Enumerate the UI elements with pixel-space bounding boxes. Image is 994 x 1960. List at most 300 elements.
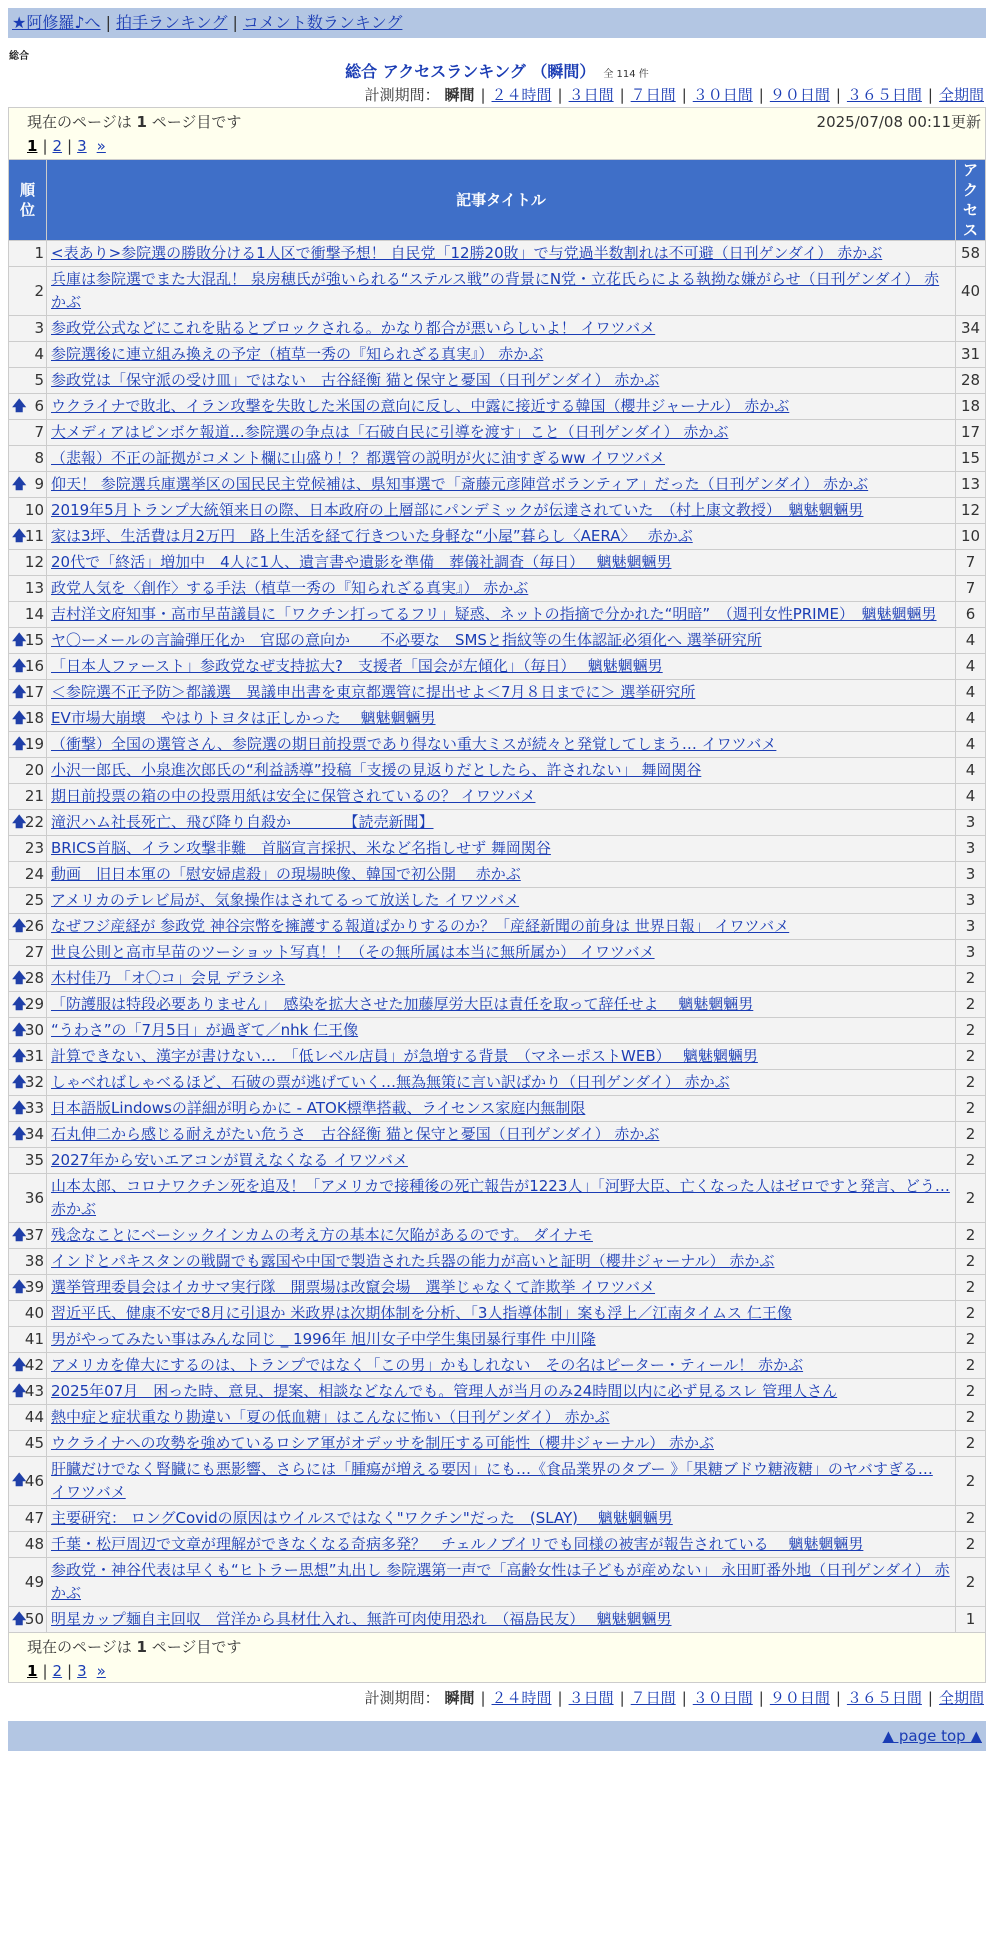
article-link[interactable]: 参政党公式などにこれを貼るとブロックされる。かなり都合が悪いらしいよ！ イワツバメ: [51, 319, 656, 337]
title-cell: [47, 1096, 956, 1122]
title-cell: [47, 966, 956, 992]
rank-cell: [9, 1532, 47, 1558]
separator: |: [42, 1662, 48, 1680]
access-count: 2: [956, 1301, 986, 1327]
pager-page-link[interactable]: 3: [77, 1662, 87, 1680]
separator: |: [557, 86, 563, 104]
rank-up-arrow-icon: 🡅: [12, 1279, 27, 1295]
access-count: 10: [956, 524, 986, 550]
table-row: [9, 628, 986, 654]
title-cell: [47, 810, 956, 836]
title-cell: [47, 1379, 956, 1405]
page-title: [8, 61, 986, 83]
access-count: 4: [956, 706, 986, 732]
rank-cell: [9, 680, 47, 706]
separator: |: [927, 1689, 933, 1707]
rank-number: 22: [24, 813, 44, 831]
rank-up-arrow-icon: 🡅: [12, 632, 27, 648]
pager-page-link[interactable]: 2: [52, 137, 63, 155]
pager-next-link[interactable]: »: [96, 137, 106, 155]
table-row: [9, 1607, 986, 1633]
access-count: 2: [956, 1327, 986, 1353]
rank-cell: [9, 862, 47, 888]
title-cell: [47, 1122, 956, 1148]
rank-cell: [9, 1096, 47, 1122]
article-link[interactable]: 2027年から安いエアコンが買えなくなる イワツバメ: [51, 1151, 408, 1169]
rank-number: 13: [24, 579, 44, 597]
table-row: [9, 368, 986, 394]
rank-number: 45: [24, 1434, 44, 1452]
rank-cell: [9, 342, 47, 368]
separator: |: [927, 86, 933, 104]
article-link[interactable]: 石丸伸二から感じる耐えがたい危うさ 古谷経衡 猫と保守と憂国（日刊ゲンダイ） 赤かぶ: [51, 1125, 660, 1143]
access-count: 2: [956, 1070, 986, 1096]
title-cell: [47, 940, 956, 966]
article-link[interactable]: 参院選後に連立組み換えの予定（植草一秀の『知られざる真実』） 赤かぶ: [51, 345, 544, 363]
article-link[interactable]: 20代で「終活」増加中 4人に1人、遺言書や遺影を準備 葬儀社調査（毎日） 魑魅魍魎男: [51, 553, 672, 571]
title-cell: [47, 992, 956, 1018]
table-row: [9, 576, 986, 602]
article-link[interactable]: 家は3坪、生活費は月2万円 路上生活を経て行きついた身軽な“小屋”暮らし〈AERA〉 赤かぶ: [51, 527, 693, 545]
rank-number: 18: [24, 709, 44, 727]
rank-cell: [9, 1457, 47, 1506]
access-count: 58: [956, 241, 986, 267]
table-row: [9, 446, 986, 472]
access-count: 2: [956, 1096, 986, 1122]
access-count: 6: [956, 602, 986, 628]
access-count: 31: [956, 342, 986, 368]
table-row: [9, 1044, 986, 1070]
article-link[interactable]: 熱中症と症状重なり勘違い「夏の低血糖」はこんなに怖い（日刊ゲンダイ） 赤かぶ: [51, 1408, 610, 1426]
title-cell: [47, 241, 956, 267]
article-link[interactable]: EV市場大崩壊 やはりトヨタは正しかった 魑魅魍魎男: [51, 709, 436, 727]
title-cell: [47, 472, 956, 498]
page-info: [8, 107, 986, 159]
title-cell: [47, 1327, 956, 1353]
title-cell: [47, 1457, 956, 1506]
table-row: [9, 758, 986, 784]
rank-up-arrow-icon: 🡅: [12, 814, 27, 830]
table-row: [9, 420, 986, 446]
rank-number: 16: [24, 657, 44, 675]
rank-up-arrow-icon: 🡅: [12, 918, 27, 934]
access-count: 17: [956, 420, 986, 446]
rank-number: 47: [24, 1509, 44, 1527]
updated-timestamp: 2025/07/08 00:11更新: [816, 113, 981, 131]
table-row: [9, 914, 986, 940]
access-count: 4: [956, 758, 986, 784]
title-cell: [47, 784, 956, 810]
rank-cell: [9, 1223, 47, 1249]
period-current: 瞬間: [444, 1689, 475, 1707]
table-row: [9, 342, 986, 368]
access-count: 34: [956, 316, 986, 342]
article-link[interactable]: 主要研究： ロングCovidの原因はウイルスではなく"ワクチン"だった (SLAY) 魑魅魍魎男: [51, 1509, 673, 1527]
separator: |: [619, 1689, 625, 1707]
article-link[interactable]: ヤ〇ーメールの言論弾圧化か 官邸の意向か 不必要な SMSと指紋等の生体認証必須化へ 選挙研究所: [51, 631, 762, 649]
separator: |: [835, 86, 841, 104]
title-cell: [47, 1249, 956, 1275]
rank-cell: [9, 1379, 47, 1405]
rank-number: 10: [24, 501, 44, 519]
article-link[interactable]: 肝臓だけでなく腎臓にも悪影響、さらには「腫瘍が増える要因」にも…《食品業界のタブー 》「果糖ブドウ糖液糖」のヤバすぎる… イワツバメ: [51, 1460, 933, 1501]
article-link[interactable]: 政党人気を〈創作〉する手法（植草一秀の『知られざる真実』） 赤かぶ: [51, 579, 529, 597]
title-cell: [47, 758, 956, 784]
bottom-period-link[interactable]: ２４時間: [491, 1689, 552, 1707]
rank-number: 44: [24, 1408, 44, 1426]
rank-number: 8: [34, 449, 44, 467]
rank-number: 11: [24, 527, 44, 545]
pager-page-link[interactable]: 2: [52, 1662, 63, 1680]
comment-ranking-link[interactable]: コメント数ランキング: [242, 13, 403, 32]
title-cell: [47, 1148, 956, 1174]
article-link[interactable]: （衝撃）全国の選管さん、参院選の期日前投票であり得ない重大ミスが続々と発覚してしまう… イワツバメ: [51, 735, 777, 753]
rank-cell: [9, 628, 47, 654]
article-link[interactable]: “うわさ”の「7月5日」が過ぎて／nhk 仁王像: [51, 1021, 359, 1039]
separator: |: [619, 86, 625, 104]
current-page-text: 現在のページは 1 ページ目です: [27, 113, 242, 131]
article-link[interactable]: 明星カップ麺自主回収 営洋から具材仕入れ、無許可肉使用恐れ （福島民友） 魑魅魍魎男: [51, 1610, 672, 1628]
table-row: [9, 1558, 986, 1607]
table-row: [9, 784, 986, 810]
title-cell: [47, 1223, 956, 1249]
rank-up-arrow-icon: 🡅: [12, 1227, 27, 1243]
rank-up-arrow-icon: 🡅: [12, 1126, 27, 1142]
rank-cell: [9, 1122, 47, 1148]
rank-up-arrow-icon: 🡅: [12, 996, 27, 1012]
top-period-link[interactable]: ９０日間: [769, 86, 830, 104]
title-cell: [47, 420, 956, 446]
access-count: 2: [956, 1353, 986, 1379]
top-period-link[interactable]: ３日間: [568, 86, 614, 104]
table-row: [9, 316, 986, 342]
title-cell: [47, 1018, 956, 1044]
title-cell: [47, 1070, 956, 1096]
rank-cell: [9, 1301, 47, 1327]
rank-cell: [9, 420, 47, 446]
article-link[interactable]: 選挙管理委員会はイカサマ実行隊 開票場は改竄会場 選挙じゃなくて詐欺挙 イワツバメ: [51, 1278, 656, 1296]
rank-number: 9: [34, 475, 44, 493]
rank-number: 20: [24, 761, 44, 779]
top-nav: ★阿修羅♪へ | 拍手ランキング | コメント数ランキング: [8, 8, 986, 38]
table-row: [9, 1275, 986, 1301]
access-count: 4: [956, 680, 986, 706]
table-row: [9, 1431, 986, 1457]
table-row: [9, 1301, 986, 1327]
rank-cell: [9, 550, 47, 576]
rank-cell: [9, 316, 47, 342]
title-cell: [47, 836, 956, 862]
rank-cell: [9, 1431, 47, 1457]
rank-cell: [9, 888, 47, 914]
rank-cell: [9, 784, 47, 810]
article-link[interactable]: 山本太郎、コロナワクチン死を追及！「アメリカで接種後の死亡報告が1223人」「河野大臣、亡くなった人はゼロですと発言、どう… 赤かぶ: [51, 1177, 950, 1218]
rank-number: 5: [34, 371, 44, 389]
table-row: [9, 1327, 986, 1353]
applause-ranking-link[interactable]: 拍手ランキング: [115, 13, 228, 32]
pager-next-link[interactable]: »: [96, 1662, 106, 1680]
rank-number: 37: [24, 1226, 44, 1244]
rank-number: 34: [24, 1125, 44, 1143]
title-cell: [47, 316, 956, 342]
rank-cell: [9, 1353, 47, 1379]
title-cell: [47, 602, 956, 628]
access-count: 13: [956, 472, 986, 498]
top-period-link[interactable]: ３０日間: [692, 86, 753, 104]
article-link[interactable]: ウクライナで敗北、イラン攻撃を失敗した米国の意向に反し、中露に接近する韓国（櫻井ジャーナル） 赤かぶ: [51, 397, 790, 415]
bottom-period-link[interactable]: ９０日間: [769, 1689, 830, 1707]
access-count: 2: [956, 1431, 986, 1457]
article-link[interactable]: 日本語版Lindowsの詳細が明らかに - ATOK標準搭載、ライセンス家庭内無制限: [51, 1099, 586, 1117]
pager: [27, 134, 981, 158]
rank-number: 41: [24, 1330, 44, 1348]
rank-cell: [9, 654, 47, 680]
rank-cell: [9, 1148, 47, 1174]
title-cell: [47, 1607, 956, 1633]
top-period-link[interactable]: 全期間: [938, 86, 984, 104]
rank-number: 43: [24, 1382, 44, 1400]
article-link[interactable]: 計算できない、漢字が書けない… 「低レベル店員」が急増する背景 （マネーポストWEB） 魑魅魍魎男: [51, 1047, 758, 1065]
access-count: 4: [956, 784, 986, 810]
rank-cell: [9, 706, 47, 732]
rank-cell: [9, 524, 47, 550]
rank-number: 6: [34, 397, 44, 415]
article-link[interactable]: アメリカのテレビ局が、気象操作はされてるって放送した イワツバメ: [51, 891, 520, 909]
rank-up-arrow-icon: 🡅: [12, 1048, 27, 1064]
rank-cell: [9, 241, 47, 267]
article-link[interactable]: ウクライナへの攻勢を強めているロシア軍がオデッサを制圧する可能性（櫻井ジャーナル） 赤かぶ: [51, 1434, 714, 1452]
article-link[interactable]: 動画 旧日本軍の「慰安婦虐殺」の現場映像、韓国で初公開 赤かぶ: [51, 865, 521, 883]
rank-number: 25: [24, 891, 44, 909]
access-count: 1: [956, 1607, 986, 1633]
table-row: [9, 992, 986, 1018]
top-period-link[interactable]: ２４時間: [491, 86, 552, 104]
access-count: 2: [956, 1122, 986, 1148]
access-count: 2: [956, 1249, 986, 1275]
access-count: 18: [956, 394, 986, 420]
bottom-period-link[interactable]: 全期間: [938, 1689, 984, 1707]
rank-up-arrow-icon: 🡅: [12, 1383, 27, 1399]
table-row: [9, 680, 986, 706]
access-count: 4: [956, 654, 986, 680]
table-row: [9, 810, 986, 836]
access-count: 3: [956, 836, 986, 862]
period-label: 計測期間：: [364, 86, 440, 104]
article-link[interactable]: 吉村洋文府知事・高市早苗議員に「ワクチン打ってるフリ」疑惑、ネットの指摘で分かれた“明暗” （週刊女性PRIME） 魑魅魍魎男: [51, 605, 937, 623]
pager-bottom: [27, 1659, 981, 1683]
page-info-bottom: [8, 1633, 986, 1683]
article-link[interactable]: インドとパキスタンの戦闘でも露国や中国で製造された兵器の能力が高いと証明（櫻井ジャーナル） 赤かぶ: [51, 1252, 775, 1270]
title-cell: [47, 267, 956, 316]
article-link[interactable]: BRICS首脳、イラン攻撃非難 首脳宣言採択、米など名指しせず 舞岡関谷: [51, 839, 551, 857]
article-link[interactable]: しゃべればしゃべるほど、石破の票が逃げていく…無為無策に言い訳ばかり（日刊ゲンダイ） 赤かぶ: [51, 1073, 730, 1091]
rank-header: 順位: [9, 160, 47, 241]
rank-number: 17: [24, 683, 44, 701]
article-link[interactable]: 大メディアはピンボケ報道…参院選の争点は「石破自民に引導を渡す」こと（日刊ゲンダイ） 赤かぶ: [51, 423, 729, 441]
separator: |: [681, 1689, 687, 1707]
rank-cell: [9, 498, 47, 524]
category-label: 総合: [9, 51, 29, 62]
rank-cell: [9, 1044, 47, 1070]
pager-current: 1: [27, 1662, 38, 1680]
current-page-text-bottom: 現在のページは 1 ページ目です: [27, 1638, 242, 1656]
article-link[interactable]: 小沢一郎氏、小泉進次郎氏の“利益誘導”投稿「支援の見返りだとしたら、許されない」 舞岡関谷: [51, 761, 702, 779]
access-count: 2: [956, 1018, 986, 1044]
title-cell: [47, 862, 956, 888]
article-link[interactable]: 男がやってみたい事はみんな同じ _ 1996年 旭川女子中学生集団暴行事件 中川隆: [51, 1330, 596, 1348]
separator: |: [67, 1662, 73, 1680]
table-row: [9, 394, 986, 420]
article-link[interactable]: 世良公則と高市早苗のツーショット写真！！（その無所属は本当に無所属か） イワツバメ: [51, 943, 655, 961]
rank-cell: [9, 368, 47, 394]
table-row: [9, 1353, 986, 1379]
separator: |: [681, 86, 687, 104]
home-link[interactable]: ★阿修羅♪へ: [12, 13, 101, 32]
access-count: 4: [956, 628, 986, 654]
rank-up-arrow-icon: 🡅: [12, 1074, 27, 1090]
rank-cell: [9, 940, 47, 966]
article-link[interactable]: 滝沢ハム社長死亡、飛び降り自殺か 【読売新聞】: [51, 813, 434, 831]
title-cell: [47, 1532, 956, 1558]
rank-number: 39: [24, 1278, 44, 1296]
title-cell: [47, 888, 956, 914]
article-link[interactable]: 兵庫は参院選でまた大混乱！ 泉房穂氏が強いられる“ステルス戦”の背景にN党・立花氏らによる執拗な嫌がらせ（日刊ゲンダイ） 赤かぶ: [51, 270, 940, 311]
separator: |: [557, 1689, 563, 1707]
rank-number: 24: [24, 865, 44, 883]
rank-up-arrow-icon: 🡅: [12, 1472, 27, 1489]
title-cell: [47, 914, 956, 940]
title-cell: [47, 628, 956, 654]
access-count: 15: [956, 446, 986, 472]
rank-up-arrow-icon: 🡅: [12, 710, 27, 726]
bottom-period-link[interactable]: ３６５日間: [846, 1689, 922, 1707]
article-link[interactable]: アメリカを偉大にするのは、トランプではなく「この男」かもしれない その名はピーター・ティール！ 赤かぶ: [51, 1356, 804, 1374]
article-link[interactable]: ＜参院選不正予防＞都議選 異議申出書を東京都選管に提出せよ＜7月８日までに＞ 選挙研究所: [51, 683, 696, 701]
table-row: [9, 1249, 986, 1275]
article-link[interactable]: 「日本人ファースト」参政党なぜ支持拡大? 支援者「国会が左傾化」（毎日） 魑魅魍魎男: [51, 657, 663, 675]
article-link[interactable]: なぜフジ産経が 参政党 神谷宗幣を擁護する報道ばかりするのか？「産経新聞の前身は 世界日報」 イワツバメ: [51, 917, 790, 935]
rank-cell: [9, 992, 47, 1018]
title-header: 記事タイトル: [47, 160, 956, 241]
access-count: 2: [956, 966, 986, 992]
article-link[interactable]: 期日前投票の箱の中の投票用紙は安全に保管されているの？ イワツバメ: [51, 787, 536, 805]
access-count: 2: [956, 1223, 986, 1249]
bottom-period-link[interactable]: ３０日間: [692, 1689, 753, 1707]
title-cell: [47, 1353, 956, 1379]
table-row: [9, 1096, 986, 1122]
rank-number: 27: [24, 943, 44, 961]
title-cell: [47, 524, 956, 550]
article-link[interactable]: 木村佳乃 「オ〇コ」会見 デラシネ: [51, 969, 286, 987]
title-cell: [47, 1044, 956, 1070]
table-row: [9, 1018, 986, 1044]
article-link[interactable]: （悲報）不正の証拠がコメント欄に山盛り！？都選管の説明が火に油すぎるww イワツバメ: [51, 449, 666, 467]
page-top-link[interactable]: ▲ page top ▲: [882, 1727, 982, 1745]
access-count: 2: [956, 1379, 986, 1405]
rank-up-arrow-icon: 🡅: [12, 476, 27, 492]
article-link[interactable]: 2025年07月 困った時、意見、提案、相談などなんでも。管理人が当月のみ24時間以内に必ず見るスレ 管理人さん: [51, 1382, 838, 1400]
rank-number: 23: [24, 839, 44, 857]
pager-current: 1: [27, 137, 38, 155]
rank-number: 31: [24, 1047, 44, 1065]
separator: |: [480, 86, 486, 104]
article-link[interactable]: 残念なことにベーシックインカムの考え方の基本に欠陥があるのです。 ダイナモ: [51, 1226, 593, 1244]
access-count: 2: [956, 992, 986, 1018]
rank-cell: [9, 576, 47, 602]
period-selector-bottom: [8, 1683, 986, 1713]
access-count: 3: [956, 940, 986, 966]
table-row: [9, 1405, 986, 1431]
table-row: [9, 706, 986, 732]
rank-cell: [9, 836, 47, 862]
article-link[interactable]: 「防護服は特段必要ありません」 感染を拡大させた加藤厚労大臣は責任を取って辞任せよ 魑魅魍魎男: [51, 995, 754, 1013]
rank-cell: [9, 1558, 47, 1607]
rank-number: 50: [24, 1610, 44, 1628]
article-link[interactable]: 2019年5月トランプ大統領来日の際、日本政府の上層部にパンデミックが伝達されていた （村上康文教授） 魑魅魍魎男: [51, 501, 864, 519]
rank-cell: [9, 1249, 47, 1275]
table-row: [9, 241, 986, 267]
article-link[interactable]: <表あり>参院選の勝敗分ける1人区で衝撃予想！ 自民党「12勝20敗」で与党過半数割れは不可避（日刊ゲンダイ） 赤かぶ: [51, 244, 883, 262]
rank-up-arrow-icon: 🡅: [12, 398, 27, 414]
rank-number: 4: [34, 345, 44, 363]
rank-number: 49: [24, 1572, 44, 1591]
separator: |: [67, 137, 73, 155]
article-link[interactable]: 習近平氏、健康不安で8月に引退か 米政界は次期体制を分析、「3人指導体制」案も浮上／江南タイムス 仁王像: [51, 1304, 792, 1322]
rank-up-arrow-icon: 🡅: [12, 684, 27, 700]
bottom-period-link[interactable]: ７日間: [630, 1689, 676, 1707]
rank-number: 42: [24, 1356, 44, 1374]
rank-cell: [9, 1327, 47, 1353]
top-period-link[interactable]: ３６５日間: [846, 86, 922, 104]
rank-up-arrow-icon: 🡅: [12, 736, 27, 752]
title-cell: [47, 342, 956, 368]
table-row: [9, 1070, 986, 1096]
rank-number: 21: [24, 787, 44, 805]
access-count: 3: [956, 810, 986, 836]
rank-number: 46: [24, 1471, 44, 1490]
page-title-text: 総合 アクセスランキング （瞬間）: [345, 62, 596, 81]
access-count: 2: [956, 1558, 986, 1607]
title-cell: [47, 1275, 956, 1301]
period-current: 瞬間: [444, 86, 475, 104]
separator: |: [758, 86, 764, 104]
rank-cell: [9, 394, 47, 420]
table-row: [9, 524, 986, 550]
article-link[interactable]: 仰天！ 参院選兵庫選挙区の国民民主党候補は、県知事選で「斎藤元彦陣営ボランティア」だった（日刊ゲンダイ） 赤かぶ: [51, 475, 869, 493]
table-row: [9, 1506, 986, 1532]
article-link[interactable]: 参政党は「保守派の受け皿」ではない 古谷経衡 猫と保守と憂国（日刊ゲンダイ） 赤かぶ: [51, 371, 660, 389]
rank-up-arrow-icon: 🡅: [12, 658, 27, 674]
total-count: 全 114 件: [603, 69, 649, 80]
rank-cell: [9, 1070, 47, 1096]
article-link[interactable]: 参政党・神谷代表は早くも“ヒトラー思想”丸出し 参院選第一声で「高齢女性は子どもが産めない」 永田町番外地（日刊ゲンダイ） 赤かぶ: [51, 1561, 950, 1602]
rank-number: 30: [24, 1021, 44, 1039]
rank-cell: [9, 1275, 47, 1301]
table-row: [9, 1148, 986, 1174]
article-link[interactable]: 千葉・松戸周辺で文章が理解ができなくなる奇病多発？ チェルノブイリでも同様の被害が報告されている 魑魅魍魎男: [51, 1535, 864, 1553]
title-cell: [47, 1558, 956, 1607]
title-cell: [47, 368, 956, 394]
rank-cell: [9, 758, 47, 784]
access-count: 3: [956, 888, 986, 914]
pager-page-link[interactable]: 3: [77, 137, 87, 155]
rank-number: 19: [24, 735, 44, 753]
title-cell: [47, 706, 956, 732]
access-count: 2: [956, 1174, 986, 1223]
top-period-link[interactable]: ７日間: [630, 86, 676, 104]
bottom-period-link[interactable]: ３日間: [568, 1689, 614, 1707]
access-count: 40: [956, 267, 986, 316]
